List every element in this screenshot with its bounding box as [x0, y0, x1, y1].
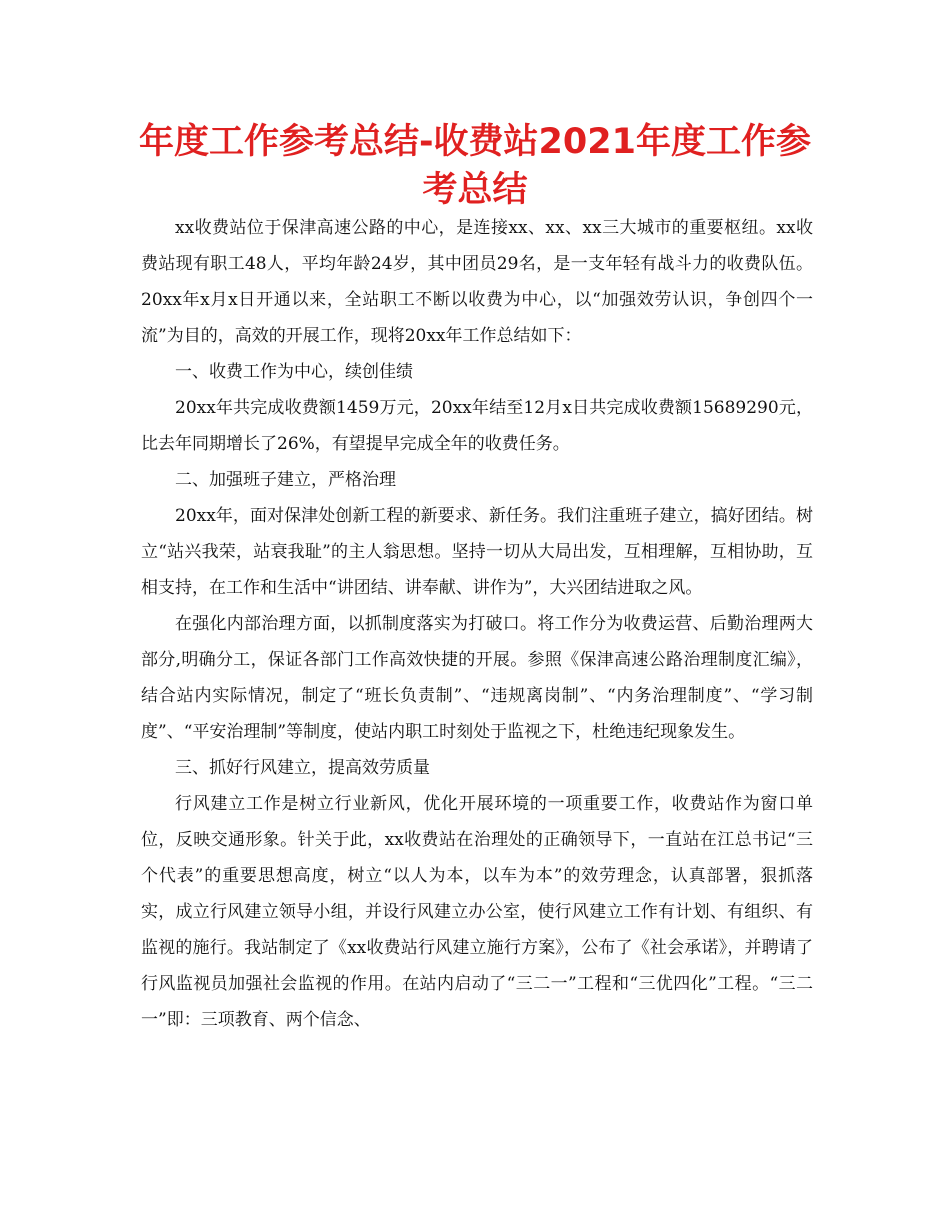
document-title: 年度工作参考总结-收费站2021年度工作参考总结	[139, 122, 811, 210]
document-body	[141, 210, 813, 1038]
paragraph-conduct-building: 行风建立工作是树立行业新风，优化开展环境的一项重要工作，收费站作为窗口单位，反映交通形象。针关于此，xx收费站在治理处的正确领导下，一直站在江总书记“三个代表”的重要思想高度，树立“以人为本，以车为本”的效劳理念，认真部署，狠抓落实，成立行风建立领导小组，并设行风建立办公室，使行风建立工作有计划、有组织、有监视的施行。我站制定了《xx收费站行风建立施行方案》，公布了《社会承诺》，并聘请了行风监视员加强社会监视的作用。在站内启动了“三二一”工程和“三优四化”工程。“三二一”即：三项教育、两个信念、	[141, 794, 813, 1030]
section-heading-2: 二、加强班子建立，严格治理	[175, 470, 396, 490]
section-heading-1: 一、收费工作为中心，续创佳绩	[175, 362, 413, 382]
section-heading-3: 三、抓好行风建立，提高效劳质量	[175, 758, 430, 778]
paragraph-team-building: 20xx年，面对保津处创新工程的新要求、新任务。我们注重班子建立，搞好团结。树立“站兴我荣，站衰我耻”的主人翁思想。坚持一切从大局出发，互相理解，互相协助，互相支持，在工作和生活中“讲团结、讲奉献、讲作为”，大兴团结进取之风。	[141, 506, 813, 598]
paragraph-internal-management: 在强化内部治理方面，以抓制度落实为打破口。将工作分为收费运营、后勤治理两大部分,明确分工，保证各部门工作高效快捷的开展。参照《保津高速公路治理制度汇编》，结合站内实际情况，制定了“班长负责制”、“违规离岗制”、“内务治理制度”、“学习制度”、“平安治理制”等制度，使站内职工时刻处于监视之下，杜绝违纪现象发生。	[141, 614, 813, 742]
paragraph-intro: xx收费站位于保津高速公路的中心，是连接xx、xx、xx三大城市的重要枢纽。xx收费站现有职工48人，平均年龄24岁，其中团员29名，是一支年轻有战斗力的收费队伍。20xx年x月x日开通以来，全站职工不断以收费为中心，以“加强效劳认识，争创四个一流”为目的，高效的开展工作，现将20xx年工作总结如下：	[141, 218, 813, 346]
paragraph-collection-stats: 20xx年共完成收费额1459万元，20xx年结至12月x日共完成收费额15689290元，比去年同期增长了26%，有望提早完成全年的收费任务。	[141, 398, 813, 454]
